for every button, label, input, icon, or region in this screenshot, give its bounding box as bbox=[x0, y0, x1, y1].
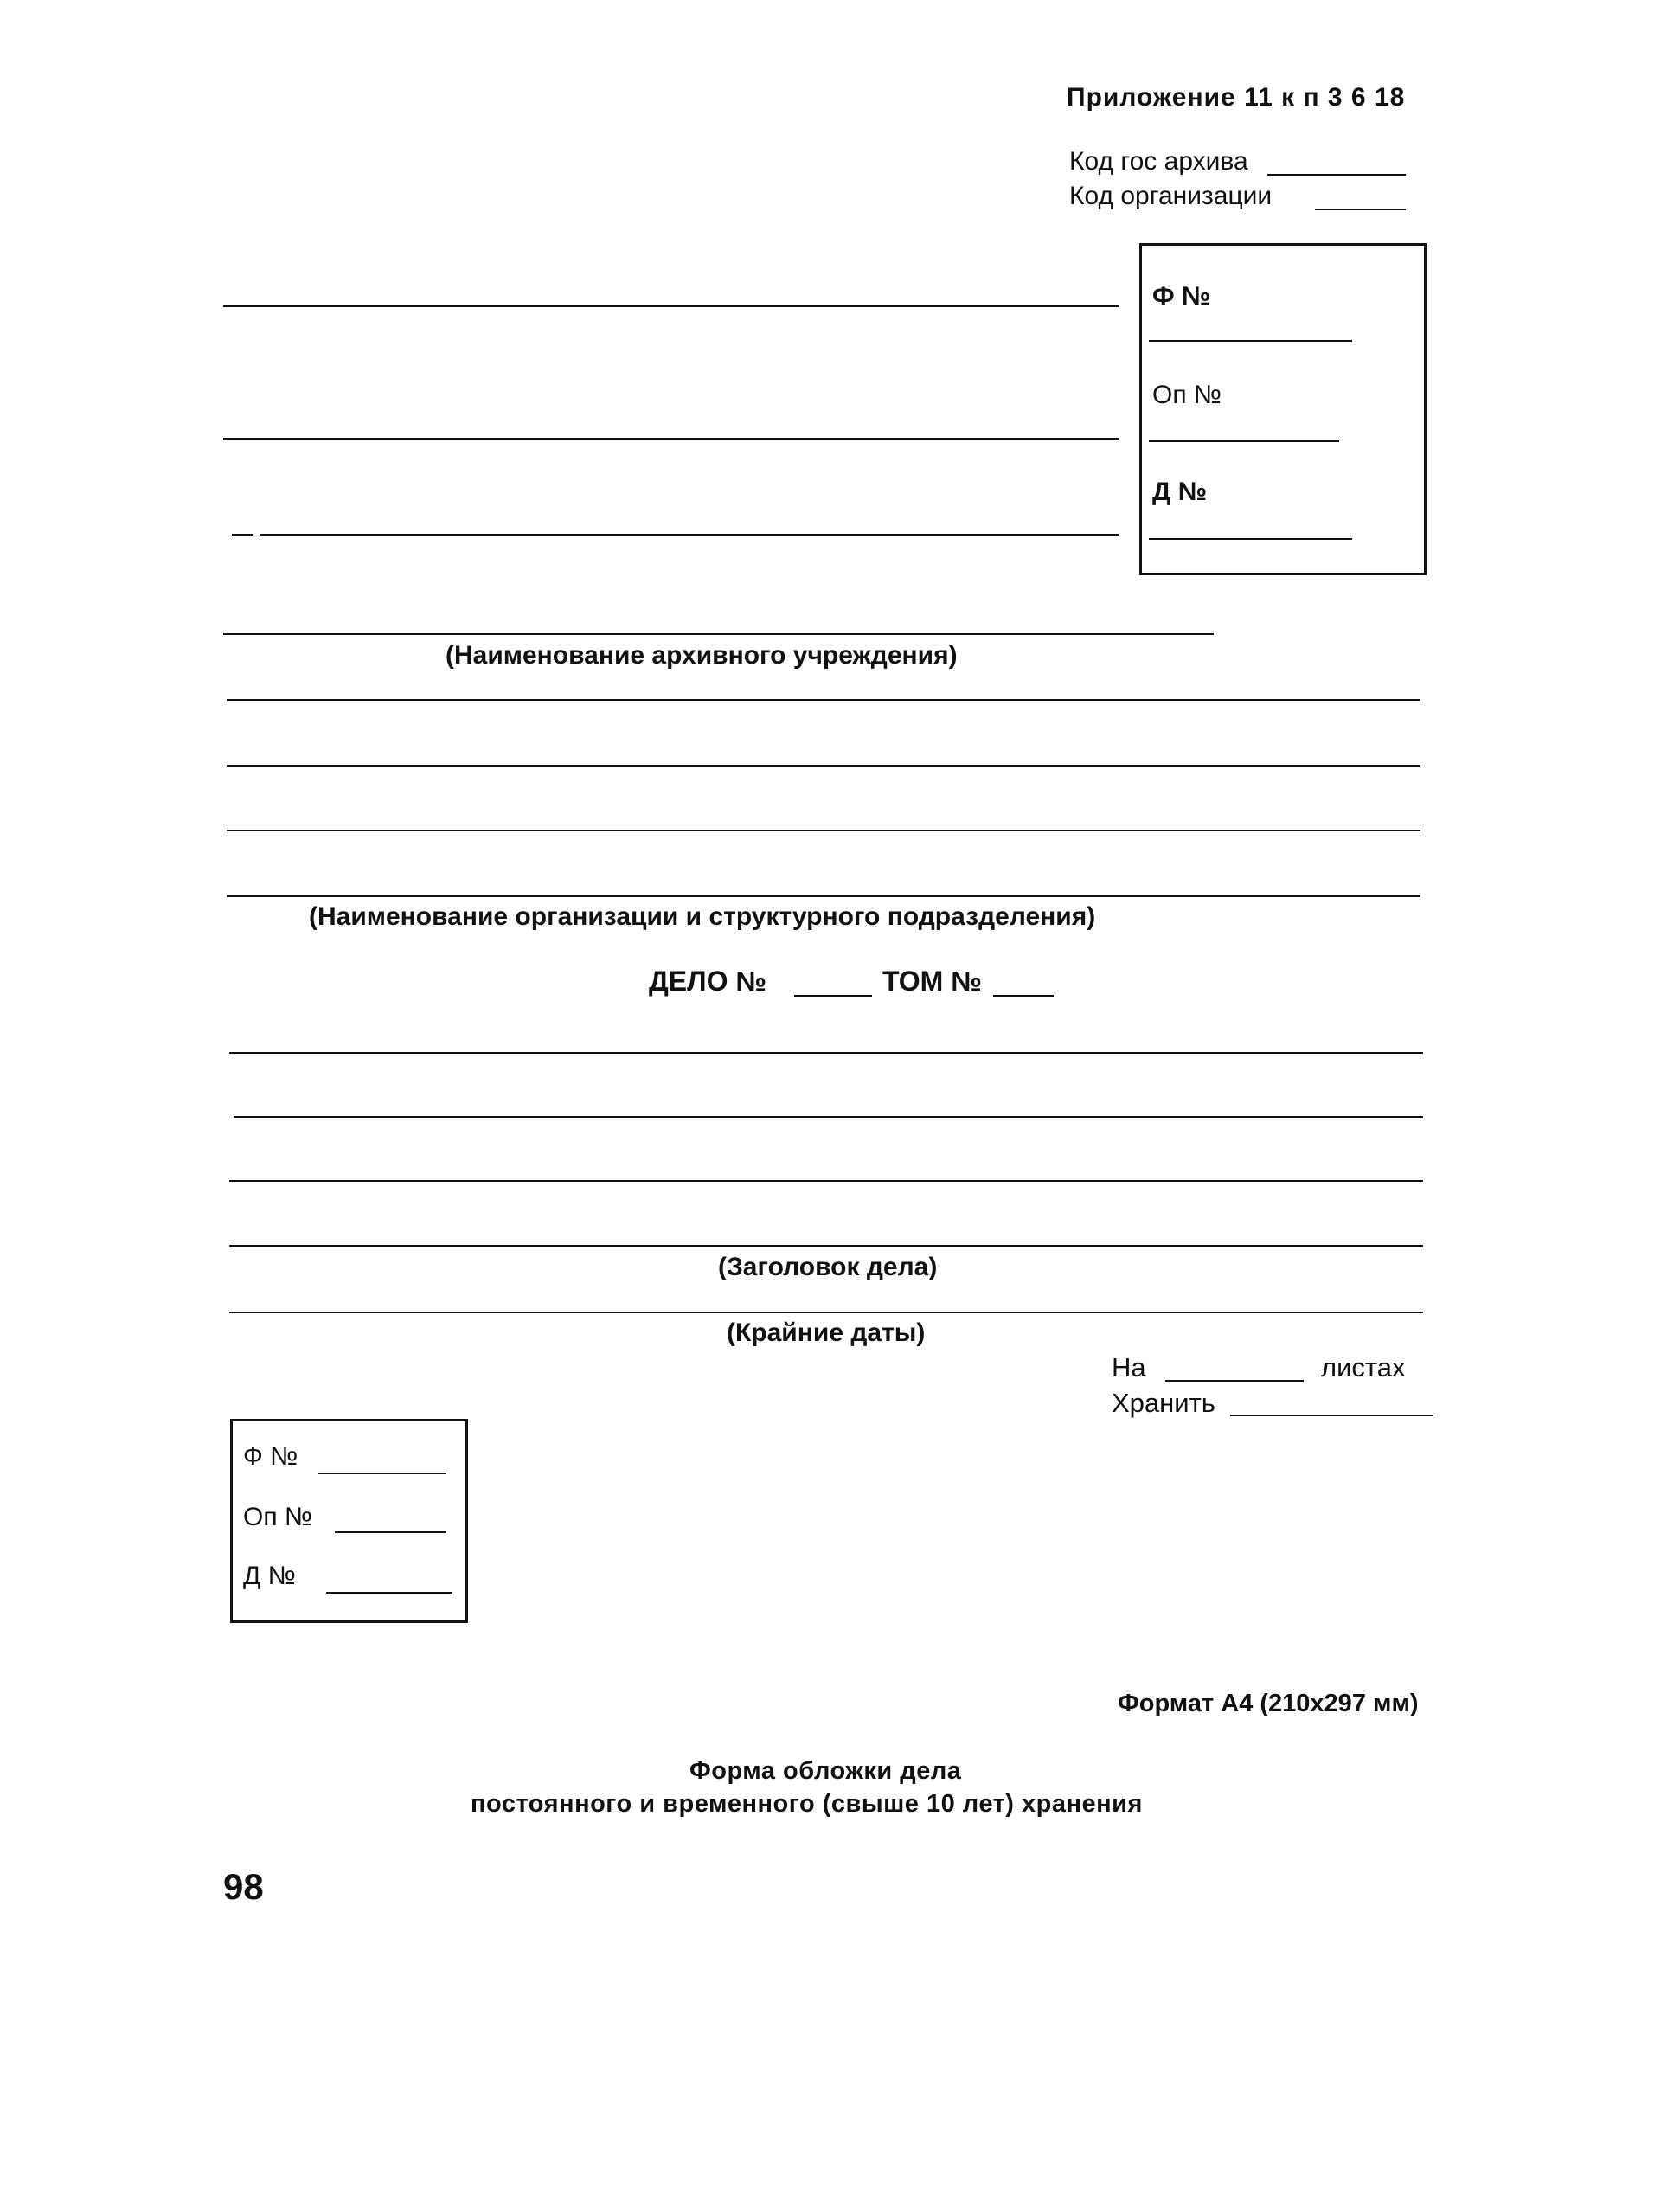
delo-label: Д № bbox=[243, 1562, 296, 1590]
form-title-bold-part: постоянного bbox=[471, 1790, 632, 1818]
archive-code-label: Код гос архива bbox=[1069, 147, 1248, 176]
opis-field[interactable] bbox=[335, 1531, 446, 1533]
form-title-middle-part: и временного (свыше 10 bbox=[632, 1790, 963, 1818]
delo-field[interactable] bbox=[1149, 538, 1352, 540]
case-title-field[interactable] bbox=[229, 1180, 1423, 1182]
opis-field[interactable] bbox=[1149, 440, 1339, 442]
appendix-reference: Приложение 11 к п 3 6 18 bbox=[1067, 83, 1406, 112]
sheets-count-field[interactable] bbox=[1165, 1380, 1304, 1382]
fond-field[interactable] bbox=[318, 1473, 446, 1474]
org-name-field[interactable] bbox=[227, 699, 1420, 701]
form-title-line1: Форма обложки дела bbox=[689, 1757, 962, 1785]
blank-line[interactable] bbox=[232, 534, 253, 536]
opis-label: Оп № bbox=[1152, 381, 1222, 409]
org-name-field[interactable] bbox=[227, 830, 1420, 831]
case-number-label: ДЕЛО № bbox=[649, 966, 767, 997]
archive-ref-box-top bbox=[1139, 243, 1427, 575]
delo-label: Д № bbox=[1152, 478, 1208, 506]
case-number-field[interactable] bbox=[794, 995, 872, 997]
sheets-prefix-label: На bbox=[1112, 1352, 1146, 1383]
archive-name-field[interactable] bbox=[223, 633, 1214, 635]
case-title-field[interactable] bbox=[229, 1052, 1423, 1054]
fond-label: Ф № bbox=[243, 1442, 298, 1471]
fond-label: Ф № bbox=[1152, 282, 1211, 311]
case-title-field[interactable] bbox=[234, 1116, 1423, 1118]
opis-label: Оп № bbox=[243, 1503, 313, 1531]
org-name-caption: (Наименование организации и структурного подразделения) bbox=[309, 902, 1096, 931]
format-note: Формат А4 (210х297 мм) bbox=[1118, 1690, 1419, 1717]
archive-code-field[interactable] bbox=[1267, 174, 1406, 176]
archive-name-caption: (Наименование архивного учреждения) bbox=[446, 641, 958, 670]
keep-label: Хранить bbox=[1112, 1388, 1215, 1418]
archive-ref-box-bottom bbox=[230, 1419, 468, 1623]
sheets-suffix-label: листах bbox=[1321, 1352, 1406, 1383]
org-code-field[interactable] bbox=[1315, 209, 1406, 210]
case-title-caption: (Заголовок дела) bbox=[718, 1253, 938, 1281]
volume-number-field[interactable] bbox=[993, 995, 1054, 997]
blank-line[interactable] bbox=[223, 438, 1119, 440]
keep-field[interactable] bbox=[1230, 1415, 1433, 1416]
form-title-line2 bbox=[471, 1792, 1143, 1817]
fond-field[interactable] bbox=[1149, 340, 1352, 342]
org-name-field[interactable] bbox=[227, 765, 1420, 767]
extreme-dates-field[interactable] bbox=[229, 1312, 1423, 1313]
delo-field[interactable] bbox=[326, 1592, 452, 1594]
volume-number-label: ТОМ № bbox=[882, 966, 982, 997]
extreme-dates-caption: (Крайние даты) bbox=[727, 1319, 926, 1347]
page-number: 98 bbox=[223, 1866, 264, 1907]
org-name-field[interactable] bbox=[227, 895, 1420, 897]
org-code-label: Код организации bbox=[1069, 182, 1273, 210]
form-title-end-part: хранения bbox=[1014, 1790, 1143, 1818]
case-title-field[interactable] bbox=[229, 1245, 1423, 1247]
form-title-bold-part-2: лет) bbox=[962, 1790, 1015, 1818]
blank-line[interactable] bbox=[260, 534, 1119, 536]
blank-line[interactable] bbox=[223, 305, 1119, 307]
